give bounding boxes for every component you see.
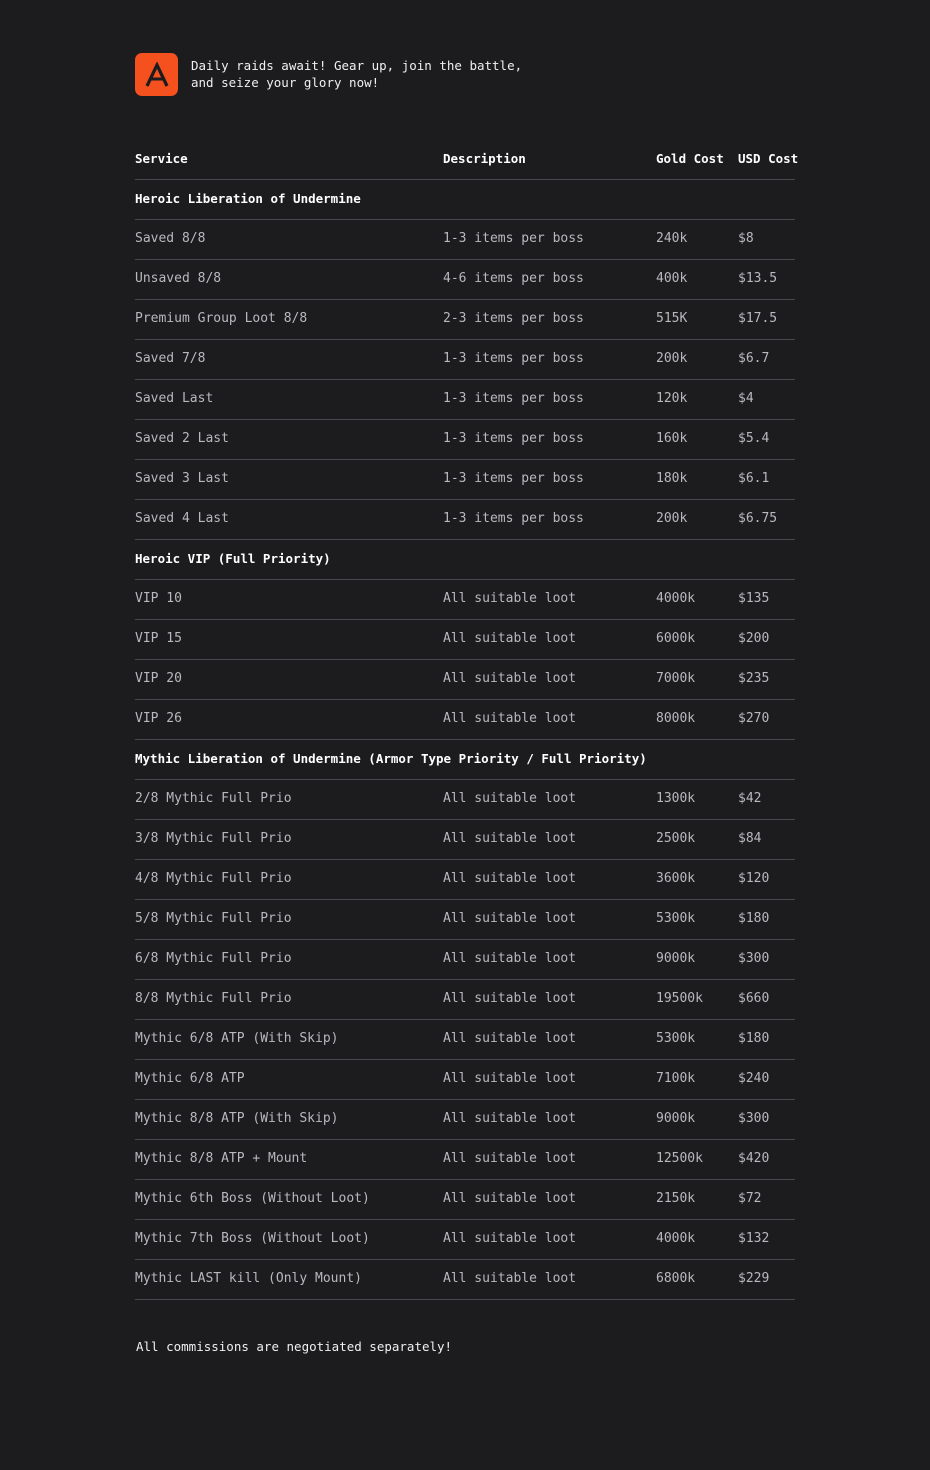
usd-cost-cell: $135 bbox=[738, 591, 770, 606]
service-cell: 3/8 Mythic Full Prio bbox=[135, 831, 292, 846]
table-row bbox=[135, 1100, 795, 1140]
table-row bbox=[135, 900, 795, 940]
service-cell: Mythic 8/8 ATP (With Skip) bbox=[135, 1111, 339, 1126]
column-header-usd-cost: USD Cost bbox=[738, 151, 799, 166]
usd-cost-cell: $8 bbox=[738, 231, 754, 246]
table-row bbox=[135, 380, 795, 420]
description-cell: All suitable loot bbox=[443, 711, 577, 726]
column-header-description: Description bbox=[443, 151, 526, 166]
brand-logo[interactable] bbox=[135, 53, 178, 96]
table-row bbox=[135, 820, 795, 860]
service-cell: 8/8 Mythic Full Prio bbox=[135, 991, 292, 1006]
section-title: Heroic Liberation of Undermine bbox=[135, 191, 361, 206]
service-cell: Saved 3 Last bbox=[135, 471, 229, 486]
usd-cost-cell: $84 bbox=[738, 831, 762, 846]
table-row bbox=[135, 300, 795, 340]
gold-cost-cell: 240k bbox=[656, 231, 688, 246]
service-cell: VIP 26 bbox=[135, 711, 182, 726]
gold-cost-cell: 6000k bbox=[656, 631, 696, 646]
usd-cost-cell: $660 bbox=[738, 991, 770, 1006]
gold-cost-cell: 2150k bbox=[656, 1191, 696, 1206]
service-cell: Mythic LAST kill (Only Mount) bbox=[135, 1271, 362, 1286]
service-cell: VIP 10 bbox=[135, 591, 182, 606]
description-cell: 1-3 items per boss bbox=[443, 351, 584, 366]
gold-cost-cell: 120k bbox=[656, 391, 688, 406]
gold-cost-cell: 4000k bbox=[656, 591, 696, 606]
description-cell: 1-3 items per boss bbox=[443, 471, 584, 486]
description-cell: All suitable loot bbox=[443, 591, 577, 606]
usd-cost-cell: $180 bbox=[738, 911, 770, 926]
description-cell: All suitable loot bbox=[443, 871, 577, 886]
usd-cost-cell: $132 bbox=[738, 1231, 770, 1246]
usd-cost-cell: $6.75 bbox=[738, 511, 778, 526]
service-cell: Mythic 6/8 ATP (With Skip) bbox=[135, 1031, 339, 1046]
usd-cost-cell: $72 bbox=[738, 1191, 762, 1206]
description-cell: All suitable loot bbox=[443, 1151, 577, 1166]
service-cell: Mythic 8/8 ATP + Mount bbox=[135, 1151, 308, 1166]
table-row bbox=[135, 1180, 795, 1220]
description-cell: All suitable loot bbox=[443, 831, 577, 846]
gold-cost-cell: 515K bbox=[656, 311, 688, 326]
description-cell: All suitable loot bbox=[443, 1071, 577, 1086]
gold-cost-cell: 5300k bbox=[656, 1031, 696, 1046]
description-cell: 1-3 items per boss bbox=[443, 511, 584, 526]
usd-cost-cell: $13.5 bbox=[738, 271, 778, 286]
gold-cost-cell: 7000k bbox=[656, 671, 696, 686]
service-cell: 6/8 Mythic Full Prio bbox=[135, 951, 292, 966]
description-cell: 1-3 items per boss bbox=[443, 391, 584, 406]
description-cell: All suitable loot bbox=[443, 791, 577, 806]
column-header-gold-cost: Gold Cost bbox=[656, 151, 724, 166]
gold-cost-cell: 7100k bbox=[656, 1071, 696, 1086]
gold-cost-cell: 4000k bbox=[656, 1231, 696, 1246]
usd-cost-cell: $6.7 bbox=[738, 351, 770, 366]
table-header-row bbox=[135, 140, 799, 180]
table-row bbox=[135, 780, 795, 820]
service-cell: Mythic 6/8 ATP bbox=[135, 1071, 245, 1086]
description-cell: All suitable loot bbox=[443, 991, 577, 1006]
table-row bbox=[135, 1020, 795, 1060]
gold-cost-cell: 6800k bbox=[656, 1271, 696, 1286]
service-cell: Unsaved 8/8 bbox=[135, 271, 222, 286]
gold-cost-cell: 200k bbox=[656, 351, 688, 366]
service-cell: Saved 8/8 bbox=[135, 231, 206, 246]
gold-cost-cell: 5300k bbox=[656, 911, 696, 926]
description-cell: All suitable loot bbox=[443, 1191, 577, 1206]
section-header-row bbox=[135, 540, 795, 580]
table-row bbox=[135, 260, 795, 300]
section-header-row bbox=[135, 180, 795, 220]
header-tagline: Daily raids await! Gear up, join the battle, and seize your glory now! bbox=[191, 58, 523, 90]
usd-cost-cell: $270 bbox=[738, 711, 770, 726]
usd-cost-cell: $200 bbox=[738, 631, 770, 646]
table-row bbox=[135, 500, 795, 540]
usd-cost-cell: $17.5 bbox=[738, 311, 778, 326]
usd-cost-cell: $229 bbox=[738, 1271, 770, 1286]
service-cell: VIP 15 bbox=[135, 631, 182, 646]
service-cell: Mythic 6th Boss (Without Loot) bbox=[135, 1191, 370, 1206]
description-cell: All suitable loot bbox=[443, 631, 577, 646]
service-cell: 5/8 Mythic Full Prio bbox=[135, 911, 292, 926]
usd-cost-cell: $5.4 bbox=[738, 431, 770, 446]
table-row bbox=[135, 860, 795, 900]
description-cell: All suitable loot bbox=[443, 951, 577, 966]
gold-cost-cell: 19500k bbox=[656, 991, 703, 1006]
usd-cost-cell: $235 bbox=[738, 671, 770, 686]
table-row bbox=[135, 1260, 795, 1300]
description-cell: All suitable loot bbox=[443, 911, 577, 926]
table-row bbox=[135, 420, 795, 460]
section-title: Mythic Liberation of Undermine (Armor Type Priority / Full Priority) bbox=[135, 751, 647, 766]
description-cell: 1-3 items per boss bbox=[443, 231, 584, 246]
table-row bbox=[135, 1140, 795, 1180]
usd-cost-cell: $240 bbox=[738, 1071, 770, 1086]
table-row bbox=[135, 940, 795, 980]
gold-cost-cell: 3600k bbox=[656, 871, 696, 886]
description-cell: All suitable loot bbox=[443, 671, 577, 686]
section-header-row bbox=[135, 740, 795, 780]
service-cell: Premium Group Loot 8/8 bbox=[135, 311, 308, 326]
usd-cost-cell: $4 bbox=[738, 391, 754, 406]
gold-cost-cell: 160k bbox=[656, 431, 688, 446]
description-cell: All suitable loot bbox=[443, 1231, 577, 1246]
usd-cost-cell: $420 bbox=[738, 1151, 770, 1166]
table-row bbox=[135, 1060, 795, 1100]
gold-cost-cell: 200k bbox=[656, 511, 688, 526]
section-title: Heroic VIP (Full Priority) bbox=[135, 551, 331, 566]
gold-cost-cell: 1300k bbox=[656, 791, 696, 806]
usd-cost-cell: $300 bbox=[738, 1111, 770, 1126]
gold-cost-cell: 400k bbox=[656, 271, 688, 286]
service-cell: VIP 20 bbox=[135, 671, 182, 686]
table-row bbox=[135, 460, 795, 500]
a-logo-icon bbox=[144, 62, 170, 88]
table-row bbox=[135, 700, 795, 740]
pricing-table bbox=[135, 140, 799, 1300]
description-cell: 4-6 items per boss bbox=[443, 271, 584, 286]
usd-cost-cell: $300 bbox=[738, 951, 770, 966]
table-row bbox=[135, 980, 795, 1020]
service-cell: Mythic 7th Boss (Without Loot) bbox=[135, 1231, 370, 1246]
gold-cost-cell: 9000k bbox=[656, 951, 696, 966]
service-cell: Saved 2 Last bbox=[135, 431, 229, 446]
gold-cost-cell: 9000k bbox=[656, 1111, 696, 1126]
table-row bbox=[135, 340, 795, 380]
usd-cost-cell: $6.1 bbox=[738, 471, 770, 486]
service-cell: Saved 7/8 bbox=[135, 351, 206, 366]
table-row bbox=[135, 220, 795, 260]
description-cell: All suitable loot bbox=[443, 1271, 577, 1286]
description-cell: All suitable loot bbox=[443, 1111, 577, 1126]
description-cell: All suitable loot bbox=[443, 1031, 577, 1046]
service-cell: Saved Last bbox=[135, 391, 214, 406]
page-header bbox=[135, 53, 551, 96]
service-cell: 2/8 Mythic Full Prio bbox=[135, 791, 292, 806]
usd-cost-cell: $42 bbox=[738, 791, 762, 806]
usd-cost-cell: $120 bbox=[738, 871, 770, 886]
gold-cost-cell: 2500k bbox=[656, 831, 696, 846]
column-header-service: Service bbox=[135, 151, 188, 166]
gold-cost-cell: 12500k bbox=[656, 1151, 703, 1166]
service-cell: Saved 4 Last bbox=[135, 511, 229, 526]
table-row bbox=[135, 620, 795, 660]
description-cell: 1-3 items per boss bbox=[443, 431, 584, 446]
table-row bbox=[135, 660, 795, 700]
service-cell: 4/8 Mythic Full Prio bbox=[135, 871, 292, 886]
gold-cost-cell: 8000k bbox=[656, 711, 696, 726]
footer-note: All commissions are negotiated separately! bbox=[136, 1339, 453, 1354]
description-cell: 2-3 items per boss bbox=[443, 311, 584, 326]
table-row bbox=[135, 580, 795, 620]
usd-cost-cell: $180 bbox=[738, 1031, 770, 1046]
gold-cost-cell: 180k bbox=[656, 471, 688, 486]
table-row bbox=[135, 1220, 795, 1260]
